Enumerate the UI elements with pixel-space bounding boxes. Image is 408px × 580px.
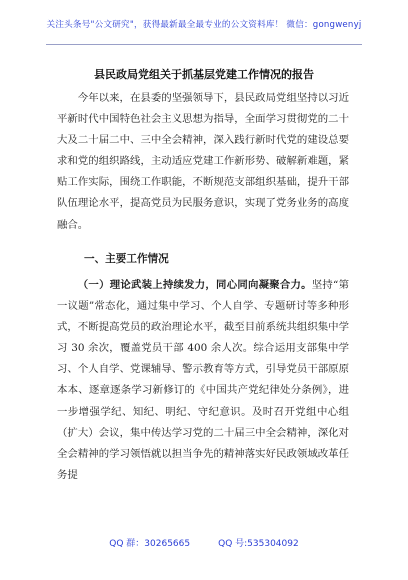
header-divider [46,44,362,45]
subsection-heading: （一）理论武装上持续发力，同心同向凝聚合力。 [77,279,312,291]
subsection-body: 坚持“第一议题”常态化，通过集中学习、个人自学、专题研讨等多种形式，不断提高党员的政治理论水平，截至目前系统共组织集中学习 30 余次，覆盖党员干部 400 余人次。综合运用支部集中学习、个人自学、党课辅导、警示教育等方式，引导党员干部原原本本、逐章逐条学习新修订的《中国共产党纪律处分条例》，进一步增强学纪、知纪、明纪、守纪意识。及时召开党组中心组（扩大）会议，集中传达学习党的二十届三中全会精神，深化对全会精神的学习领悟就以担当争先的精神落实好民政领域改革任务提 [57,279,349,481]
document-title: 县民政局党组关于抓基层党建工作情况的报告 [94,68,314,81]
page-header-notice: 关注头条号"公文研究"，获得最新最全最专业的公文资料库！ 微信：gongwenyj [46,20,362,30]
section-heading: 一、主要工作情况 [84,253,169,265]
footer-qq-group: QQ 群：30265665 [109,539,191,549]
page-footer [0,536,408,549]
footer-qq-number: QQ 号:535304092 [218,539,299,549]
intro-paragraph: 今年以来，在县委的坚强领导下，县民政局党组坚持以习近平新时代中国特色社会主义思想为指导，全面学习贯彻党的二十大及二十届二中、三中全会精神，深入践行新时代党的建设总要求和党的组织路线，主动适应党建工作新形势、破解新难题，紧贴工作实际，围绕工作职能，不断规范支部组织基础，提升干部队伍理论水平，提高党员为民服务意识，实现了党务业务的高度融合。 [57,92,349,231]
subsection-paragraph [57,275,349,486]
